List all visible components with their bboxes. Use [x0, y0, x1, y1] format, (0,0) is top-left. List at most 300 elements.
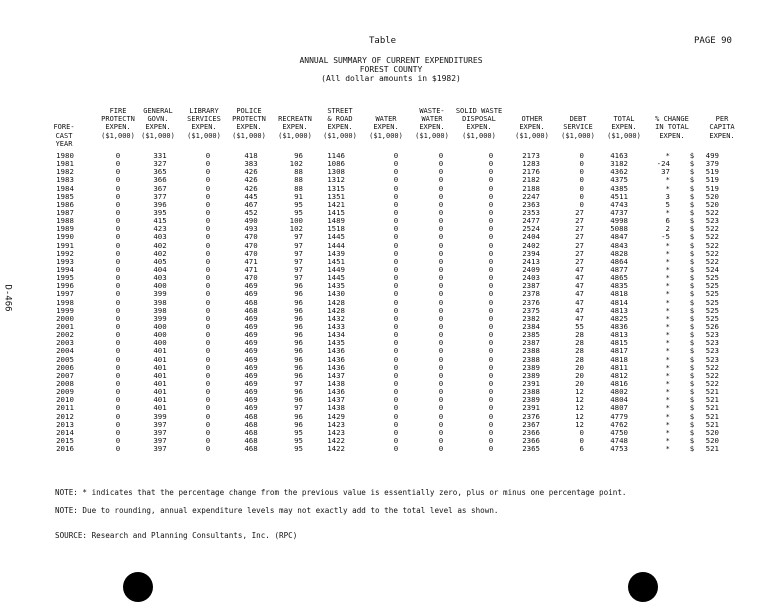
column-header-line: GENERAL	[143, 107, 173, 115]
table-cell: 401	[153, 403, 167, 413]
table-cell: 2016	[56, 444, 74, 454]
table-cell: 470	[244, 232, 258, 242]
table-cell: 0	[488, 207, 494, 217]
table-cell: 96	[294, 395, 303, 405]
table-cell: 2403	[522, 273, 540, 283]
table-cell: 1146	[327, 151, 345, 160]
table-cell: 1435	[327, 338, 345, 348]
table-cell: *	[665, 240, 670, 250]
table-cell: 1445	[327, 232, 345, 242]
table-cell: *	[665, 256, 670, 266]
table-cell: 2388	[522, 354, 540, 364]
table-cell: 12	[575, 419, 584, 429]
table-cell: 452	[244, 207, 258, 217]
table-cell: 0	[205, 273, 211, 283]
table-cell: 4998	[610, 216, 628, 226]
table-cell: 1983	[56, 175, 74, 185]
table-cell: 27	[575, 248, 584, 258]
table-cell: $	[689, 362, 695, 372]
table-cell: 88	[294, 183, 303, 193]
table-cell: 1489	[327, 216, 345, 226]
column-header	[323, 107, 357, 148]
table-cell: 0	[488, 281, 494, 291]
table-cell: 0	[115, 199, 121, 209]
table-cell: *	[665, 395, 670, 405]
table-cell: 367	[153, 183, 167, 193]
table-cell: 0	[205, 191, 211, 201]
table-cell: 2004	[56, 346, 74, 356]
table-cell: 468	[244, 297, 258, 307]
table-cell: $	[689, 411, 695, 421]
table-cell: 4815	[610, 338, 628, 348]
table-cell: 0	[488, 387, 494, 397]
table-cell: 0	[438, 419, 444, 429]
table-cell: 1432	[327, 313, 345, 323]
table-cell: 47	[575, 273, 584, 283]
column-header-line	[232, 140, 266, 148]
table-cell: 2363	[522, 199, 540, 209]
table-cell: 0	[488, 199, 494, 209]
table-cell: 0	[488, 419, 494, 429]
table-cell: 396	[153, 199, 167, 209]
table-cell: 400	[153, 321, 167, 331]
column-header-line: ($1,000)	[278, 131, 312, 140]
column-header-line: ($1,000)	[369, 131, 403, 140]
table-cell: 96	[294, 419, 303, 429]
table-cell: 0	[115, 370, 121, 380]
table-cell: 520	[705, 435, 719, 445]
table-cell: 0	[438, 387, 444, 397]
column-header-line: DISPOSAL	[462, 115, 496, 124]
table-cell: 96	[294, 354, 303, 364]
table-cell: $	[689, 207, 695, 217]
table-cell: 4753	[610, 444, 628, 454]
table-cell: 2173	[522, 151, 540, 160]
table-cell: $	[689, 289, 695, 299]
table-cell: 0	[488, 403, 494, 413]
table-cell: 1433	[327, 321, 345, 331]
table-cell: 365	[153, 167, 167, 177]
table-cell: 520	[705, 191, 719, 201]
table-cell: 2382	[522, 313, 540, 323]
table-cell: *	[665, 411, 670, 421]
table-cell: *	[665, 273, 670, 283]
table-cell: 4750	[610, 427, 628, 437]
table-cell: 1518	[327, 224, 345, 234]
table-cell: 4828	[610, 248, 628, 258]
column-header-line: EXPEN.	[373, 123, 399, 132]
table-cell: 468	[244, 444, 258, 454]
table-cell: 0	[393, 159, 399, 169]
table-cell: 522	[705, 240, 719, 250]
column-header-line: GOVN.	[147, 115, 169, 124]
table-cell: 0	[393, 435, 399, 445]
table-cell: 2176	[522, 167, 540, 177]
table-cell: 2006	[56, 362, 74, 372]
table-cell: 1308	[327, 167, 345, 177]
table-cell: 0	[205, 387, 211, 397]
table-cell: $	[689, 427, 695, 437]
table-cell: 490	[244, 216, 258, 226]
table-cell: 0	[205, 159, 211, 169]
table-cell: 403	[153, 232, 167, 242]
table-cell: 1451	[327, 256, 345, 266]
table-cell: 1984	[56, 183, 74, 193]
table-cell: $	[689, 159, 695, 169]
table-cell: 0	[488, 273, 494, 283]
table-cell: 0	[488, 330, 494, 340]
column-header-line: EXPEN.	[105, 123, 131, 132]
table-cell: 4877	[610, 264, 628, 274]
column-header-line: LIBRARY	[189, 107, 219, 115]
table-cell: 1438	[327, 378, 345, 388]
table-cell: 4802	[610, 387, 628, 397]
table-cell: 0	[579, 151, 584, 160]
table-cell: 525	[705, 313, 719, 323]
table-cell: 469	[244, 354, 258, 364]
table-cell: 0	[205, 338, 211, 348]
table-cell: 0	[438, 305, 444, 315]
table-cell: 1415	[327, 207, 345, 217]
table-cell: 2	[665, 224, 670, 234]
table-cell: 1436	[327, 346, 345, 356]
table-cell: 0	[438, 330, 444, 340]
table-cell: 2009	[56, 387, 74, 397]
table-cell: 522	[705, 256, 719, 266]
table-cell: 27	[575, 224, 584, 234]
column-header-line: CAPITA	[709, 123, 735, 132]
table-cell: 405	[153, 256, 167, 266]
column-header-line: ($1,000)	[515, 131, 549, 140]
table-cell: 2402	[522, 240, 540, 250]
table-cell: 0	[205, 330, 211, 340]
column-header-line: EXPEN.	[145, 123, 171, 132]
table-cell: 0	[438, 427, 444, 437]
table-cell: 28	[575, 346, 584, 356]
table-cell: 2387	[522, 338, 540, 348]
column-header-line: ($1,000)	[561, 131, 595, 140]
table-cell: 0	[488, 444, 494, 454]
column-header-line: EXPEN.	[327, 123, 353, 132]
column-header-line: ($1,000)	[101, 131, 135, 140]
table-cell: $	[689, 199, 695, 209]
table-cell: 401	[153, 395, 167, 405]
table-cell: 4864	[610, 256, 628, 266]
table-cell: $	[689, 370, 695, 380]
table-cell: 469	[244, 281, 258, 291]
table-cell: 12	[575, 387, 584, 397]
table-cell: 102	[289, 159, 303, 169]
table-cell: $	[689, 281, 695, 291]
table-cell: 0	[115, 435, 121, 445]
table-cell: 525	[705, 305, 719, 315]
table-cell: 27	[575, 216, 584, 226]
table-cell: $	[689, 338, 695, 348]
table-cell: 97	[294, 232, 303, 242]
table-cell: 0	[438, 191, 444, 201]
table-cell: 0	[115, 167, 121, 177]
table-cell: 0	[488, 395, 494, 405]
table-cell: $	[689, 330, 695, 340]
table-cell: $	[689, 216, 695, 226]
column-header-line: SERVICES	[187, 115, 221, 124]
table-cell: 0	[393, 273, 399, 283]
source-note: SOURCE: Research and Planning Consultants, Inc. (RPC)	[55, 531, 298, 540]
column-header-line: FIRE	[109, 107, 127, 115]
table-cell: 0	[488, 370, 494, 380]
table-cell: 0	[438, 395, 444, 405]
table-cell: 469	[244, 370, 258, 380]
table-cell: 0	[115, 378, 121, 388]
table-cell: 0	[438, 281, 444, 291]
table-cell: 95	[294, 435, 303, 445]
table-cell: 401	[153, 354, 167, 364]
table-cell: 28	[575, 330, 584, 340]
column-header-line: PROTECTN	[232, 115, 266, 124]
column-header-line	[655, 107, 689, 115]
table-cell: 55	[575, 321, 584, 331]
table-cell: 1421	[327, 199, 345, 209]
table-cell: 12	[575, 411, 584, 421]
table-cell: 469	[244, 346, 258, 356]
table-cell: 2366	[522, 427, 540, 437]
table-cell: $	[689, 256, 695, 266]
table-cell: 2389	[522, 395, 540, 405]
table-cell: 0	[438, 313, 444, 323]
table-cell: 0	[438, 199, 444, 209]
report-county: FOREST COUNTY	[359, 65, 423, 74]
table-cell: 4748	[610, 435, 628, 445]
column-header-line: EXPEN.	[236, 123, 262, 132]
table-cell: 0	[115, 256, 121, 266]
table-cell: 1423	[327, 427, 345, 437]
table-cell: 0	[205, 354, 211, 364]
table-cell: 0	[488, 305, 494, 315]
table-cell: 469	[244, 313, 258, 323]
column-header-line: STREET	[327, 107, 353, 115]
table-cell: 4779	[610, 411, 628, 421]
table-cell: 0	[205, 419, 211, 429]
column-header-line	[561, 107, 595, 115]
column-header-line: % CHANGE	[655, 115, 689, 124]
table-cell: 524	[705, 264, 719, 274]
table-cell: *	[665, 362, 670, 372]
column-header-line: & ROAD	[327, 115, 353, 124]
table-cell: 2007	[56, 370, 74, 380]
table-cell: $	[689, 167, 695, 177]
table-cell: 1994	[56, 264, 74, 274]
table-cell: 0	[488, 159, 494, 169]
table-cell: 0	[205, 289, 211, 299]
column-header	[141, 107, 175, 148]
column-header-line	[515, 107, 549, 115]
column-header-line: SOLID WASTE	[455, 107, 503, 115]
table-cell: 0	[488, 435, 494, 445]
table-cell: 493	[244, 224, 258, 234]
table-cell: 468	[244, 435, 258, 445]
table-cell: 4812	[610, 370, 628, 380]
table-cell: 1989	[56, 224, 74, 234]
table-cell: 4843	[610, 240, 628, 250]
table-cell: $	[689, 240, 695, 250]
table-cell: 1987	[56, 207, 74, 217]
column-header	[101, 107, 135, 148]
table-cell: 415	[153, 216, 167, 226]
table-cell: 4813	[610, 305, 628, 315]
table-cell: 398	[153, 305, 167, 315]
table-cell: 0	[488, 297, 494, 307]
table-cell: 96	[294, 289, 303, 299]
table-cell: 0	[488, 256, 494, 266]
table-cell: 2391	[522, 378, 540, 388]
table-cell: 0	[488, 427, 494, 437]
table-cell: 1981	[56, 159, 74, 169]
table-cell: 2188	[522, 183, 540, 193]
table-cell: 4836	[610, 321, 628, 331]
table-cell: 0	[393, 395, 399, 405]
table-cell: 1283	[522, 159, 540, 169]
table-cell: 2375	[522, 305, 540, 315]
table-cell: 1997	[56, 289, 74, 299]
table-cell: 397	[153, 419, 167, 429]
table-cell: 0	[115, 427, 121, 437]
column-header-line	[709, 140, 734, 148]
table-cell: 95	[294, 199, 303, 209]
table-cell: 0	[488, 183, 494, 193]
table-cell: 47	[575, 289, 584, 299]
table-cell: 521	[705, 403, 719, 413]
table-cell: 522	[705, 207, 719, 217]
table-cell: 2413	[522, 256, 540, 266]
column-header-line: ($1,000)	[141, 131, 175, 140]
column-header-line: FORE-	[53, 123, 75, 132]
table-cell: 4847	[610, 232, 628, 242]
table-cell: 2013	[56, 419, 74, 429]
table-cell: 1986	[56, 199, 74, 209]
page-number: PAGE 90	[694, 36, 732, 46]
table-cell: 4818	[610, 354, 628, 364]
table-cell: 0	[488, 232, 494, 242]
table-cell: 0	[205, 313, 211, 323]
column-header	[607, 107, 641, 148]
table-cell: 521	[705, 395, 719, 405]
table-cell: 0	[393, 338, 399, 348]
table-cell: 0	[488, 289, 494, 299]
table-cell: $	[689, 403, 695, 413]
table-cell: 4818	[610, 289, 628, 299]
table-cell: 0	[115, 297, 121, 307]
table-cell: 0	[488, 264, 494, 274]
table-cell: 0	[115, 411, 121, 421]
table-cell: 469	[244, 387, 258, 397]
table-cell: 4811	[610, 362, 628, 372]
table-cell: 519	[705, 183, 719, 193]
table-cell: 97	[294, 403, 303, 413]
table-cell: 1422	[327, 444, 345, 454]
table-cell: 0	[488, 240, 494, 250]
side-page-label: D-466	[2, 284, 13, 312]
column-header-line: DEBT	[569, 115, 587, 124]
table-cell: 0	[393, 313, 399, 323]
table-cell: 1437	[327, 370, 345, 380]
table-cell: 397	[153, 427, 167, 437]
table-cell: 377	[153, 191, 167, 201]
table-cell: 0	[115, 346, 121, 356]
report-title: ANNUAL SUMMARY OF CURRENT EXPENDITURES	[299, 56, 483, 65]
table-cell: 2387	[522, 281, 540, 291]
column-header-line	[369, 140, 403, 148]
table-cell: 4375	[610, 175, 628, 185]
column-header-line	[655, 140, 689, 148]
table-cell: 426	[244, 167, 258, 177]
table-cell: 521	[705, 419, 719, 429]
table-cell: 4814	[610, 297, 628, 307]
table-cell: 0	[393, 403, 399, 413]
column-header	[53, 107, 74, 148]
table-cell: 0	[115, 362, 121, 372]
table-cell: 0	[115, 191, 121, 201]
table-cell: 97	[294, 248, 303, 258]
table-cell: *	[665, 444, 670, 454]
table-cell: 401	[153, 370, 167, 380]
table-cell: 0	[205, 240, 211, 250]
table-cell: 0	[115, 248, 121, 258]
table-cell: 468	[244, 427, 258, 437]
table-cell: 523	[705, 216, 719, 226]
column-header-line	[607, 140, 641, 148]
table-cell: 0	[438, 411, 444, 421]
table-cell: 0	[438, 232, 444, 242]
table-cell: 47	[575, 305, 584, 315]
table-cell: 47	[575, 281, 584, 291]
table-cell: $	[689, 191, 695, 201]
table-row	[0, 445, 782, 453]
table-cell: 4825	[610, 313, 628, 323]
table-cell: 0	[438, 224, 444, 234]
table-cell: 520	[705, 199, 719, 209]
table-cell: 3	[665, 191, 670, 201]
table-cell: -5	[661, 232, 670, 242]
table-cell: $	[689, 435, 695, 445]
table-cell: 0	[488, 151, 494, 160]
table-cell: 0	[205, 216, 211, 226]
table-cell: 445	[244, 191, 258, 201]
table-cell: 0	[393, 370, 399, 380]
table-cell: 499	[705, 151, 719, 160]
table-cell: 4816	[610, 378, 628, 388]
table-cell: 1985	[56, 191, 74, 201]
table-cell: $	[689, 248, 695, 258]
table-cell: 28	[575, 354, 584, 364]
table-cell: 0	[438, 354, 444, 364]
table-cell: 0	[579, 167, 584, 177]
table-cell: 0	[393, 240, 399, 250]
table-cell: 0	[393, 248, 399, 258]
table-cell: $	[689, 273, 695, 283]
table-cell: 523	[705, 338, 719, 348]
table-cell: 0	[438, 167, 444, 177]
table-cell: 1428	[327, 305, 345, 315]
table-cell: 379	[705, 159, 719, 169]
table-cell: 0	[438, 175, 444, 185]
table-cell: 0	[115, 313, 121, 323]
table-cell: 399	[153, 411, 167, 421]
table-cell: 522	[705, 232, 719, 242]
table-cell: 469	[244, 395, 258, 405]
table-cell: 404	[153, 264, 167, 274]
table-cell: *	[665, 313, 670, 323]
table-cell: 522	[705, 248, 719, 258]
